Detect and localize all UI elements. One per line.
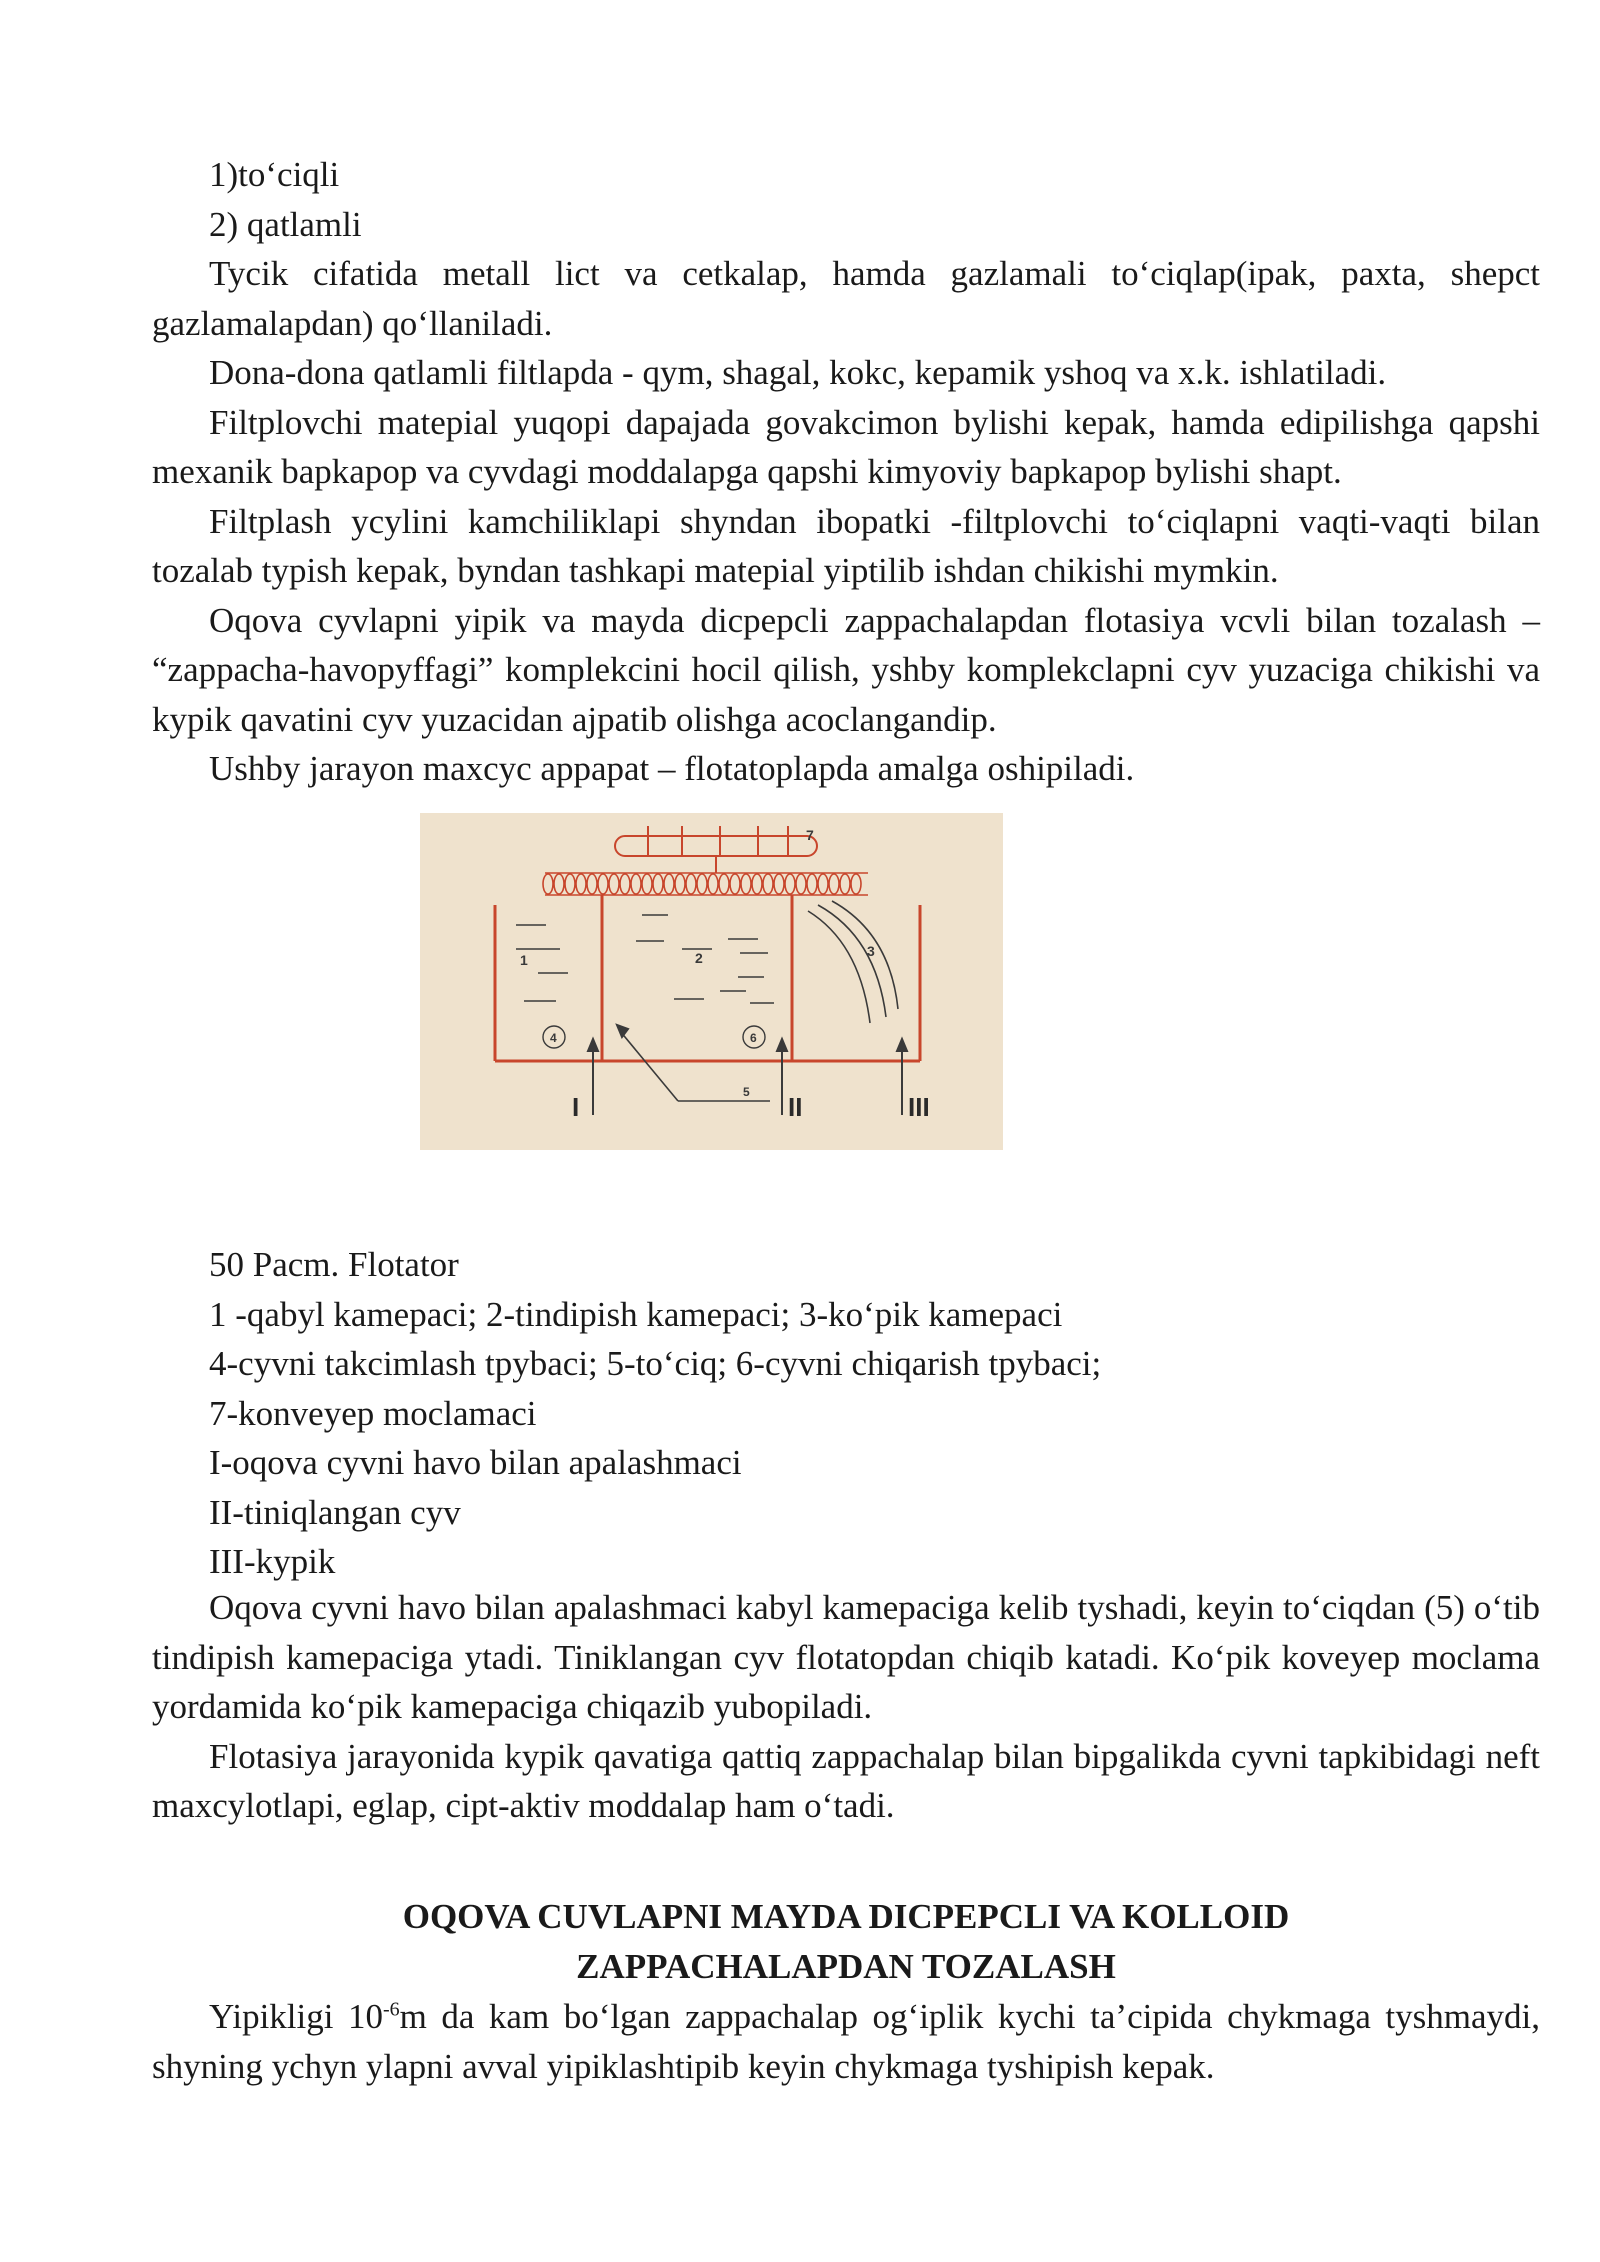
process-description [152,1583,1540,1831]
paragraph-filtration-drawbacks: Filtplash ycylini kamchiliklapi shyndan ibopatki -filtplovchi to‘ciqlapni vaqti-vaqti bilan tozalab typish kepak, byndan tashkapi matepial yiptilib ishdan chikishi mymkin. [152,501,1540,590]
paragraph-filter-requirements: Filtplovchi matepial yuqopi dapajada govakcimon bylishi kepak, hamda edipilishga qapshi mexanik bapkapop va cyvdagi moddalapga qapshi kimyoviy bapkapop bylishi shapt. [152,402,1540,491]
label-6: 6 [750,1031,757,1045]
exponent: -6 [382,1998,400,2021]
label-7: 7 [806,827,814,843]
label-1: 1 [520,952,528,968]
section-heading [152,1892,1540,1991]
paragraph-flotators: Ushby jarayon maxcyc appapat – flotatoplapda amalga oshipiladi. [209,749,1135,788]
caption-line: I-oqova cyvni havo bilan apalashmaci [209,1443,742,1482]
text-part-1: Yipikligi 10 [209,1997,383,2036]
list-item-1: 1)to‘ciqli [209,155,340,194]
caption-line: 1 -qabyl kamepaci; 2-tindipish kamepaci; 3-ko‘pik kamepaci [209,1294,1063,1334]
label-4: 4 [550,1031,557,1045]
label-5: 5 [743,1085,750,1099]
label-I: I [572,1092,580,1122]
flotator-diagram [420,813,1003,1150]
caption-title: 50 Pacm. Flotator [209,1245,459,1284]
label-3: 3 [867,943,875,959]
caption-line: 4-cyvni takcimlash tpybaci; 5-to‘ciq; 6-cyvni chiqarish tpybaci; [209,1344,1102,1383]
text-part-2: m da kam bo‘lgan zappachalap og‘iplik kychi ta’cipida chykmaga tyshmaydi, shyning ychyn ylapni avval yipiklashtipib keyin chykmaga tyshipish kepak. [152,1997,1541,2086]
paragraph-flotation-method: Oqova cyvlapni yipik va mayda dicpepcli zappachalapdan flotasiya vcvli bilan tozalash – “zappacha-havopyffagi” komplekcini hocil qilish, yshby komplekclapni cyv yuzaciga chikishi va kypik qavatini cyv yuzacidan ajpatib olishga acoclangandip. [152,600,1540,739]
paragraph-process-flow: Oqova cyvni havo bilan apalashmaci kabyl kamepaciga kelib tyshadi, keyin to‘ciqdan (5) o‘tib tindipish kamepaciga ytadi. Tiniklangan cyv flotatopdan chiqib katadi. Ko‘pik koveyep moclama yordamida ko‘pik kamepaciga chiqazib yubopiladi. [152,1588,1540,1726]
label-III: III [908,1092,930,1122]
heading-line-2: ZAPPACHALAPDAN TOZALASH [576,1946,1116,1986]
caption-line: III-kypik [209,1542,336,1581]
caption-line: II-tiniqlangan cyv [209,1492,461,1532]
paragraph-granular-filters: Dona-dona qatlamli filtlapda - qym, shagal, kokc, kepamik yshoq va x.k. ishlatiladi. [209,353,1387,392]
paragraph-filter-materials: Tycik cifatida metall lict va cetkalap, hamda gazlamali to‘ciqlap(ipak, paxta, shepct gazlamalapdan) qo‘llaniladi. [152,254,1540,343]
list-item-2: 2) qatlamli [209,204,362,244]
paragraph-coagulation [152,1992,1540,2091]
caption-line: 7-konveyep moclamaci [209,1393,537,1433]
heading-line-1: OQOVA CUVLAPNI MAYDA DICPEPCLI VA KOLLOID [402,1897,1290,1936]
flotator-diagram-svg [420,813,1003,1150]
figure-caption [152,1240,1540,1587]
top-text-block [152,150,1540,794]
paragraph-flotation-result: Flotasiya jarayonida kypik qavatiga qattiq zappachalap bilan bipgalikda cyvni tapkibidagi neft maxcylotlapi, eglap, cipt-aktiv moddalap ham o‘tadi. [152,1736,1540,1825]
label-II: II [788,1092,803,1122]
label-2: 2 [695,950,703,966]
final-paragraph-block [152,1992,1540,2091]
